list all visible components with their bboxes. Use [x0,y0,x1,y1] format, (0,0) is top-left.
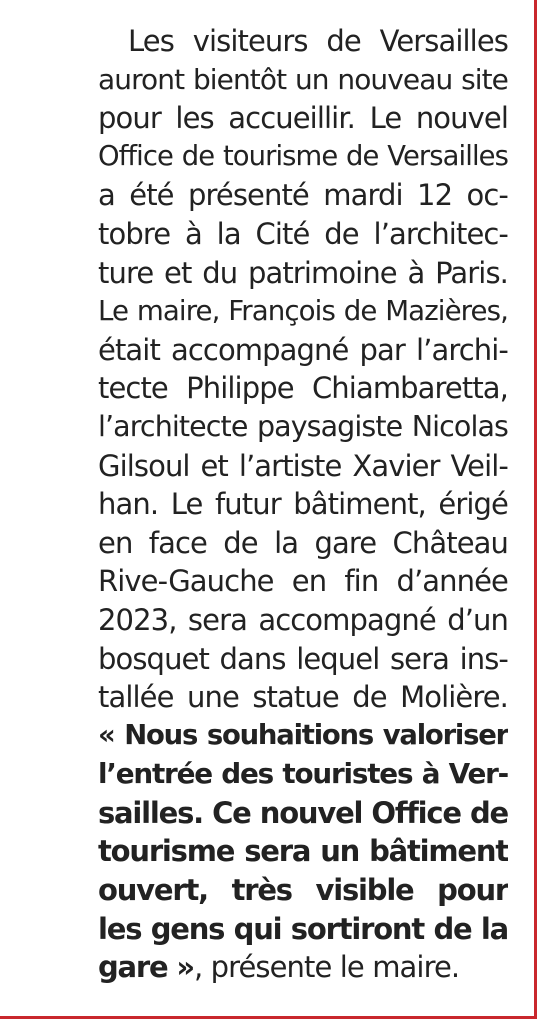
article-line: Gilsoul et l’artiste Xavier Veil- [98,448,508,483]
quote-line: l’entrée des touristes à Ver- [98,757,508,791]
quote-line: « Nous souhaitions valoriser [98,719,508,751]
article-line: pour les accueillir. Le nouvel [98,101,508,136]
quote-line: les gens qui sortiront de la [98,911,508,946]
article-line: l’architecte paysagiste Nicolas [98,409,508,443]
article-line: bosquet dans lequel sera ins- [98,641,508,676]
article-final-line [98,948,508,987]
article-line: auront bientôt un nouveau site [98,62,508,96]
article-line: Les visiteurs de Versailles [128,24,508,58]
quote-line: sailles. Ce nouvel Office de [98,795,508,830]
article-line: Rive-Gauche en fin d’année [98,564,508,599]
article-line: Office de tourisme de Versailles [98,140,508,172]
article-line: tobre à la Cité de l’architec- [98,216,508,251]
article-line: a été présenté mardi 12 oc- [98,178,508,213]
article-line: était accompagné par l’archi- [98,332,508,367]
article-line: Le maire, François de Mazières, [98,294,508,328]
article-line: en face de la gare Château [98,525,508,560]
quote-line: tourisme sera un bâtiment [98,834,508,869]
quote-line: ouvert, très visible pour [98,873,508,908]
quote-end: gare » [98,950,194,985]
article-line: tecte Philippe Chiambaretta, [98,371,508,406]
article-line: ture et du patrimoine à Paris. [98,255,508,290]
article-line: tallée une statue de Molière. [98,680,508,715]
article-line: 2023, sera accompagné d’un [98,602,508,637]
attribution: , présente le maire. [193,950,460,985]
article-body [98,22,508,987]
article-line: han. Le futur bâtiment, érigé [98,487,508,522]
